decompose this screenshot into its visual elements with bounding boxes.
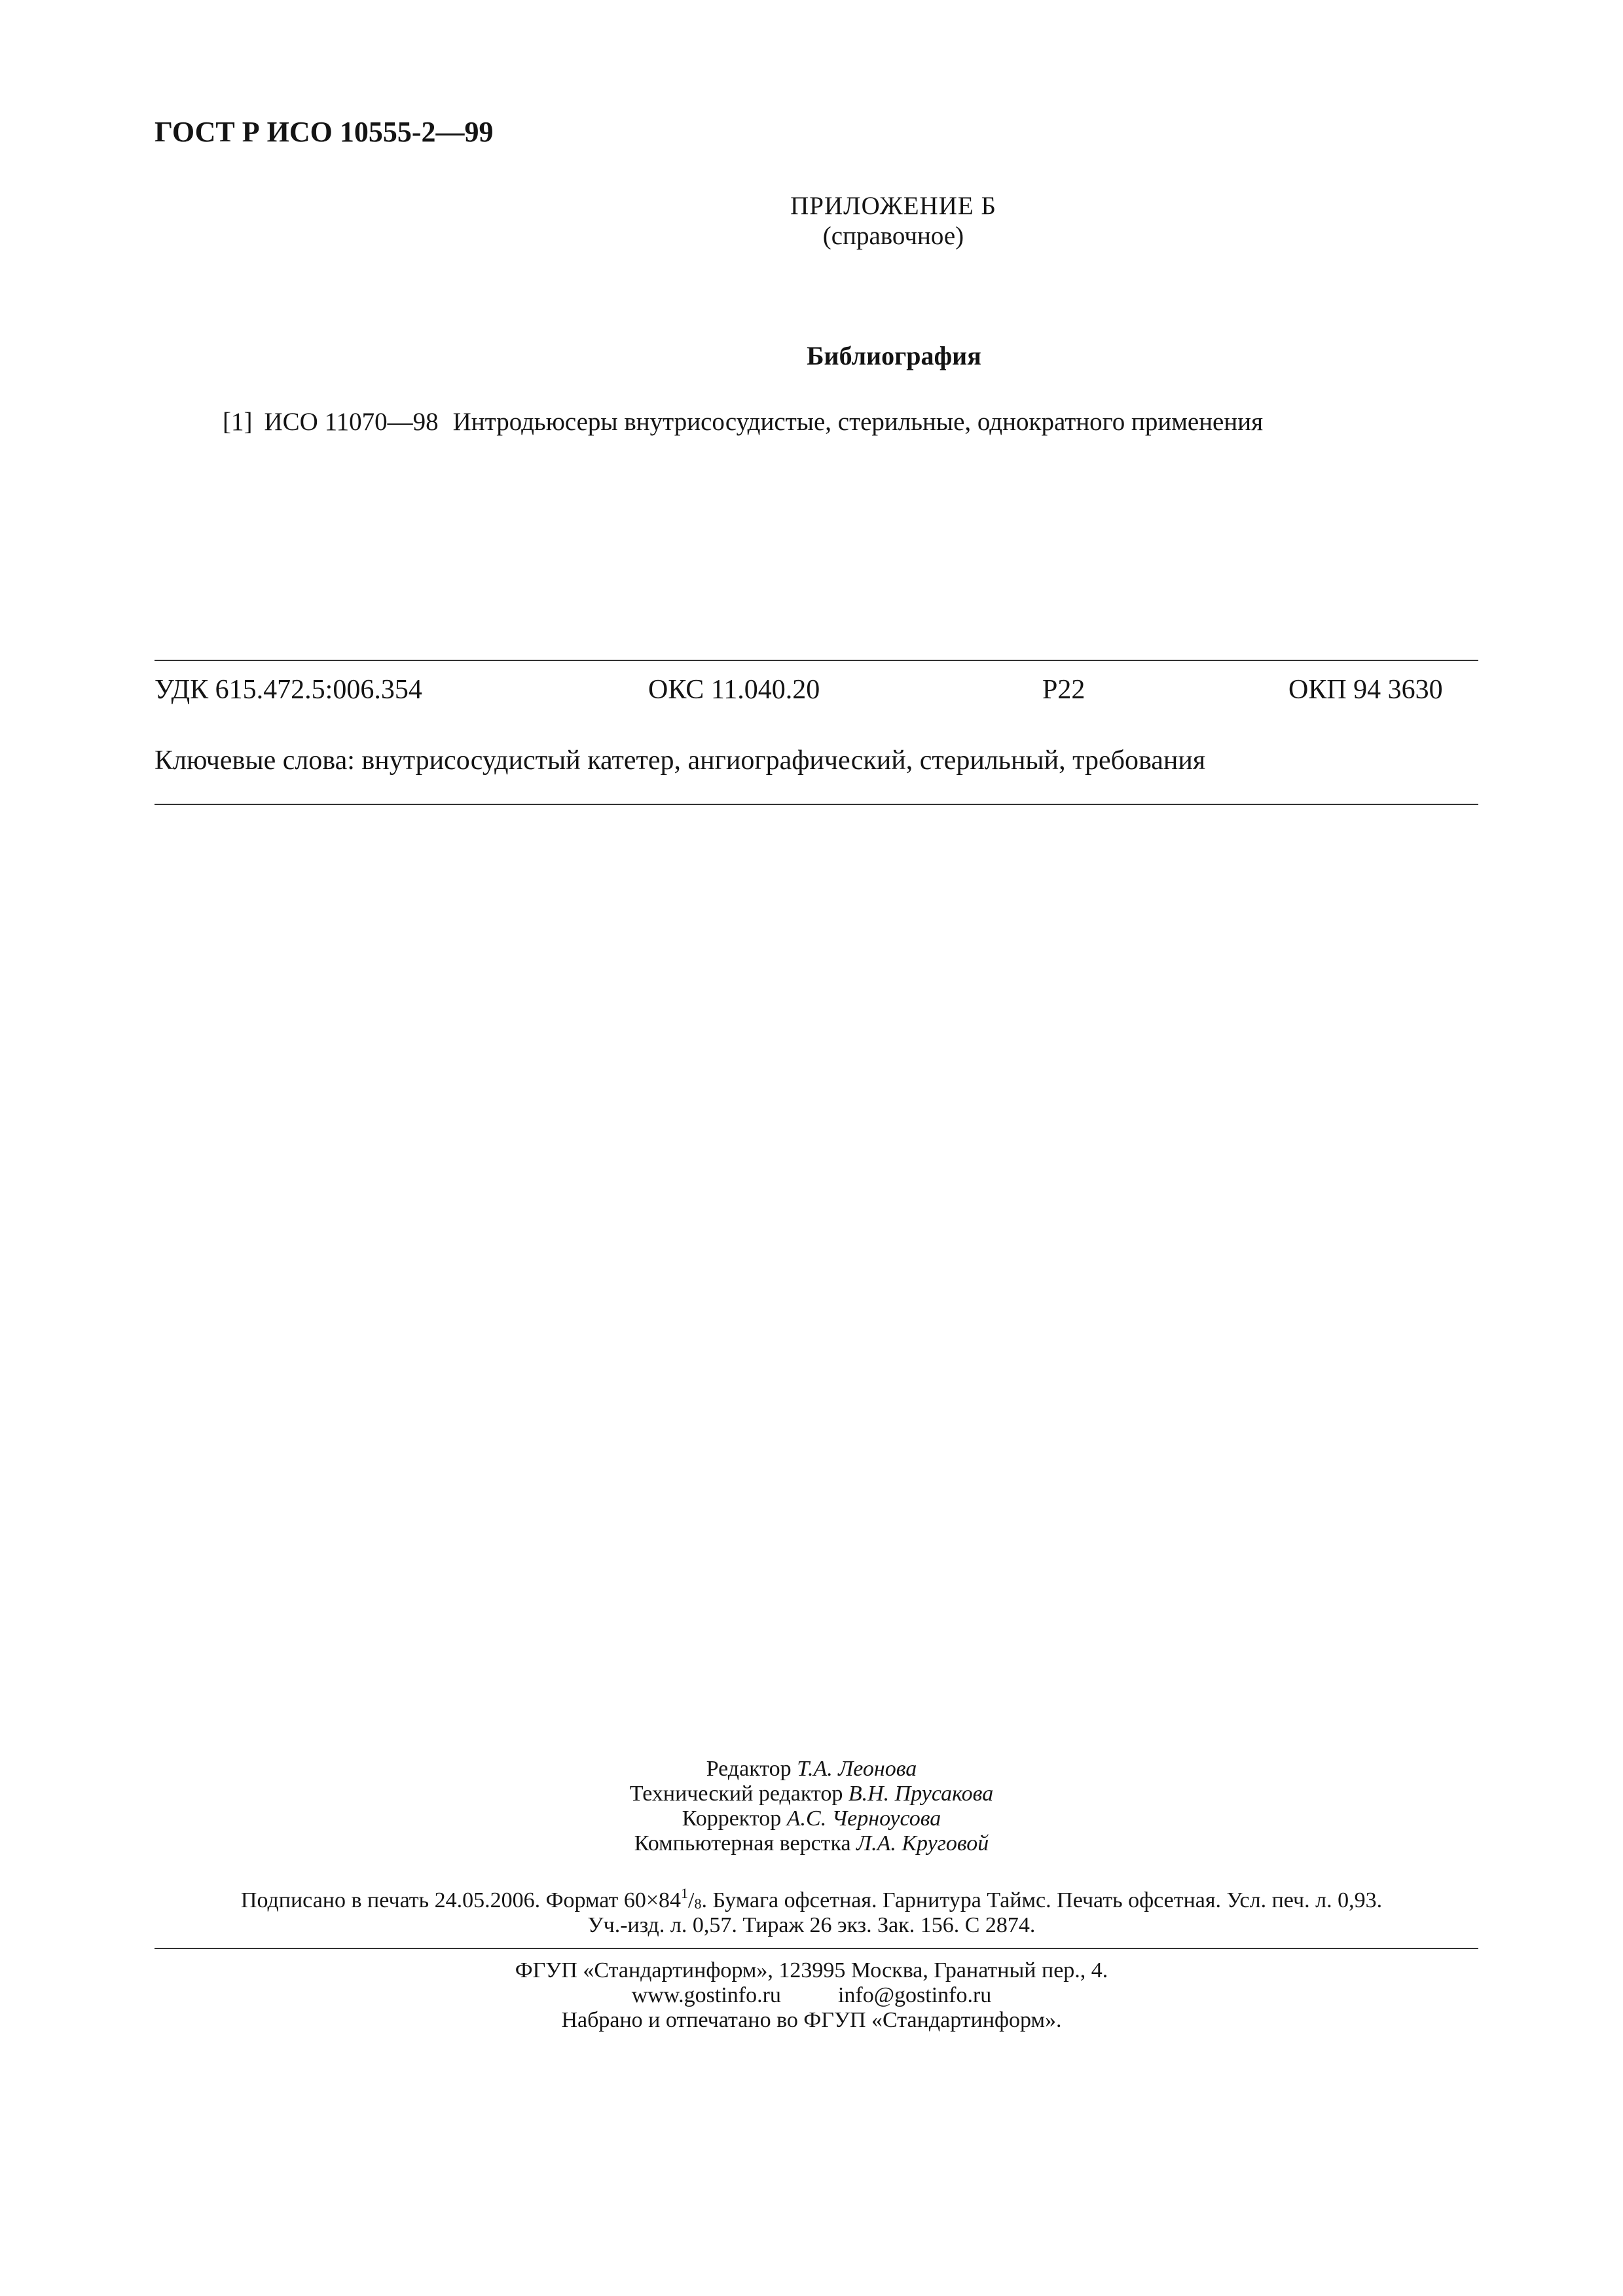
classification-top-rule [155,660,1478,661]
appendix-subtitle [0,221,1623,251]
bibliography-item-text: Интродьюсеры внутрисосудистые, стерильные, однократного применения [452,408,1264,436]
credit-editor-label: Редактор [706,1757,792,1781]
publisher-address: ФГУП «Стандартинформ», 123995 Москва, Гранатный пер., 4. [515,1958,1108,1982]
bibliography-item [223,407,1263,437]
okp-code: ОКП 94 3630 [1288,675,1443,705]
print-info-block [0,1885,1623,1938]
document-header-code: ГОСТ Р ИСО 10555-2—99 [155,116,494,148]
appendix-title [0,191,1623,221]
oks-code: ОКС 11.040.20 [648,675,820,705]
udk-code: УДК 615.472.5:006.354 [155,675,422,705]
credit-tech-editor-name: В.Н. Прусакова [848,1782,994,1806]
print-info-line2: Уч.-изд. л. 0,57. Тираж 26 экз. Зак. 156. С 2874. [587,1913,1036,1937]
bibliography-item-code: ИСО 11070—98 [264,408,439,436]
credit-tech-editor [0,1782,1623,1806]
print-info-line1: Подписано в печать 24.05.2006. Формат $60\times 84^1/_8$. Бумага офсетная. Гарнитура Таймс. Печать офсетная. Усл. печ. л. 0,93. [240,1885,1383,1912]
credit-corrector [0,1806,1623,1831]
credit-layout [0,1831,1623,1856]
credit-corrector-name: А.С. Черноусова [786,1806,941,1831]
publisher-rule [155,1948,1478,1949]
appendix-subtitle-text: (справочное) [822,222,964,250]
credit-editor-name: Т.А. Леонова [797,1757,917,1781]
publisher-block [0,1958,1623,2033]
bibliography-title-text: Библиография [807,341,981,370]
classification-bottom-rule [155,804,1478,805]
keywords-line: Ключевые слова: внутрисосудистый катетер, ангиографический, стерильный, требования [155,745,1206,776]
publisher-contacts [0,1983,1623,2008]
group-code: Р22 [1042,675,1085,705]
credits-block [0,1757,1623,1856]
format-fraction-denominator: 8 [694,1895,702,1912]
appendix-title-text: ПРИЛОЖЕНИЕ Б [790,192,996,220]
format-fraction-numerator: 1 [681,1885,689,1901]
bibliography-title [0,340,1623,371]
credit-layout-label: Компьютерная верстка [634,1831,851,1856]
publisher-email: info@gostinfo.ru [837,1983,992,2007]
credit-layout-name: Л.А. Круговой [856,1831,989,1856]
credit-corrector-label: Корректор [682,1806,782,1831]
bibliography-item-number: [1] [223,408,253,436]
credit-tech-editor-label: Технический редактор [629,1782,843,1806]
print-info-details: . Бумага офсетная. Гарнитура Таймс. Печать офсетная. Усл. печ. л. 0,93. [701,1888,1383,1912]
credit-editor [0,1757,1623,1782]
print-info-format: Подписано в печать 24.05.2006. Формат 60×84 [240,1888,682,1912]
publisher-website: www.gostinfo.ru [631,1983,781,2007]
publisher-printed-note: Набрано и отпечатано во ФГУП «Стандартинформ». [561,2008,1062,2032]
